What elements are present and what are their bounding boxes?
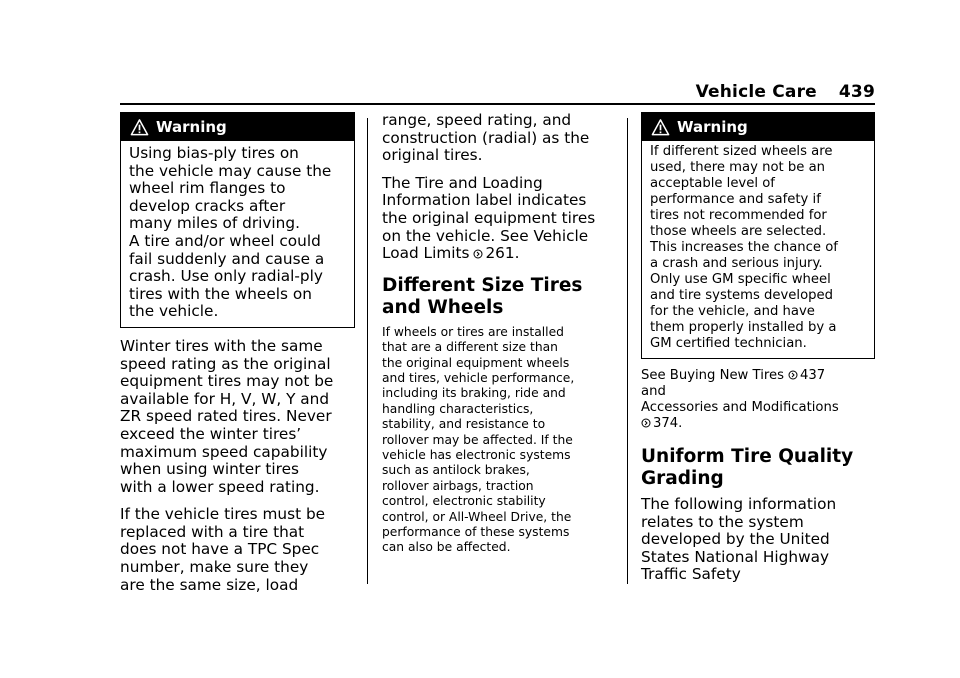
warning-line: Using bias-ply tires on	[129, 144, 299, 162]
text-line: available for H, V, W, Y and	[120, 389, 330, 408]
warning-line: fail suddenly and cause a	[129, 249, 325, 268]
warning-line: and tire systems developed	[650, 288, 834, 303]
text-line: Information label indicates	[382, 191, 587, 210]
warning-line: If different sized wheels are	[650, 144, 833, 159]
section-title: Vehicle Care	[695, 82, 817, 102]
text-line: the original equipment tires	[382, 208, 596, 227]
text-line: If wheels or tires are installed	[382, 324, 564, 339]
text-line: vehicle has electronic systems	[382, 448, 571, 462]
text-line: control, or All-Wheel Drive, the	[382, 509, 572, 524]
warning-line: GM certified technician.	[650, 336, 807, 351]
warning-triangle-icon	[130, 118, 149, 137]
warning-box	[641, 112, 875, 359]
text-line: performance of these systems	[382, 525, 570, 540]
text-line: with a lower speed rating.	[120, 477, 320, 496]
column-divider-1	[367, 118, 368, 584]
text-line: stability, and resistance to	[382, 417, 546, 432]
warning-line: Only use GM specific wheel	[650, 272, 831, 287]
text-line: can also be affected.	[382, 540, 511, 555]
paragraph-tpc-spec	[120, 506, 355, 594]
warning-label: Warning	[677, 118, 748, 136]
column-divider-2	[627, 118, 628, 584]
text-line: States National Highway	[641, 547, 830, 566]
section-heading-utqg	[641, 446, 875, 490]
column-2	[382, 112, 618, 556]
column-1	[120, 112, 355, 594]
warning-text	[121, 141, 354, 327]
text-line: range, speed rating, and	[382, 111, 572, 129]
warning-line: performance and safety if	[650, 192, 821, 207]
text-line: handling characteristics,	[382, 401, 534, 416]
paragraph-different-size	[382, 325, 618, 556]
heading-line: Different Size Tires	[382, 274, 583, 296]
warning-line: acceptable level of	[650, 176, 775, 191]
text-line: ZR speed rated tires. Never	[120, 407, 332, 426]
warning-triangle-icon	[651, 118, 670, 137]
text-line: including its braking, ride and	[382, 386, 566, 401]
warning-line: wheel rim flanges to	[129, 179, 286, 198]
text-line: number, make sure they	[120, 558, 309, 577]
warning-line: used, there may not be an	[650, 160, 826, 175]
text-line	[382, 245, 618, 263]
heading-line: and Wheels	[382, 296, 504, 318]
text-line: developed by the United	[641, 530, 830, 549]
running-header	[600, 82, 875, 102]
warning-line: the vehicle.	[129, 302, 219, 321]
accessories-link[interactable]: Accessories and Modifications	[641, 400, 839, 415]
text-line: on the vehicle. See Vehicle	[382, 226, 589, 245]
accessories-page[interactable]: 374.	[653, 416, 683, 431]
warning-header	[642, 113, 874, 141]
paragraph-continued	[382, 112, 618, 165]
text-line: and tires, vehicle performance,	[382, 370, 575, 385]
warning-line: This increases the chance of	[650, 240, 838, 255]
warning-label: Warning	[156, 118, 227, 136]
page-number: 439	[838, 82, 875, 102]
text-line	[641, 368, 875, 384]
text-line: original tires.	[382, 146, 483, 165]
warning-line: a crash and serious injury.	[650, 256, 823, 271]
warning-line: develop cracks after	[129, 196, 286, 215]
text-line: are the same size, load	[120, 575, 299, 594]
text-line: does not have a TPC Spec	[120, 540, 320, 559]
column-3	[641, 112, 875, 584]
warning-header	[121, 113, 354, 141]
warning-line: tires not recommended for	[650, 208, 827, 223]
warning-line: crash. Use only radial-ply	[129, 267, 323, 286]
heading-line: Uniform Tire Quality	[641, 446, 854, 467]
text-line: speed rating as the original	[120, 354, 331, 373]
text-line: Traffic Safety	[641, 565, 741, 584]
warning-line: A tire and/or wheel could	[129, 231, 321, 250]
text-line: when using winter tires	[120, 460, 299, 479]
text-line: equipment tires may not be	[120, 372, 334, 391]
warning-line: them properly installed by a	[650, 320, 837, 335]
text-line: the original equipment wheels	[382, 355, 570, 370]
text-line: rollover may be affected. If the	[382, 432, 573, 447]
heading-line: Grading	[641, 468, 724, 489]
text-line: and	[641, 384, 666, 399]
buying-new-tires-page[interactable]: 437	[799, 368, 826, 383]
text-line: The Tire and Loading	[382, 173, 543, 192]
buying-new-tires-link[interactable]: See Buying New Tires	[641, 368, 784, 383]
text-line: If the vehicle tires must be	[120, 505, 326, 524]
load-limits-link[interactable]: Load Limits	[382, 244, 470, 263]
warning-line: many miles of driving.	[129, 214, 300, 233]
header-rule	[120, 103, 875, 105]
text-line: relates to the system	[641, 512, 804, 531]
page-ref-icon	[788, 370, 798, 380]
section-heading-different-size	[382, 275, 618, 319]
text-line: The following information	[641, 495, 837, 513]
load-limits-page[interactable]: 261.	[485, 244, 520, 263]
text-line: rollover airbags, traction	[382, 478, 534, 493]
see-also-references	[641, 368, 875, 432]
warning-text	[642, 141, 874, 358]
paragraph-utqg	[641, 496, 875, 584]
text-line: that are a different size than	[382, 340, 558, 355]
paragraph-loading-label	[382, 175, 618, 263]
warning-box	[120, 112, 355, 328]
page-ref-icon	[641, 418, 651, 428]
warning-line: the vehicle may cause the	[129, 161, 332, 180]
text-line: maximum speed capability	[120, 442, 328, 461]
text-line: control, electronic stability	[382, 494, 546, 509]
text-line: such as antilock brakes,	[382, 463, 530, 478]
warning-line: for the vehicle, and have	[650, 304, 815, 319]
text-line: exceed the winter tires’	[120, 424, 302, 443]
text-line: construction (radial) as the	[382, 128, 590, 147]
text-line	[641, 416, 875, 432]
page-ref-icon	[473, 249, 483, 259]
warning-line: tires with the wheels on	[129, 284, 312, 303]
text-line: replaced with a tire that	[120, 522, 305, 541]
paragraph-winter-tires	[120, 338, 355, 496]
warning-line: those wheels are selected.	[650, 224, 827, 239]
text-line: Winter tires with the same	[120, 336, 323, 355]
